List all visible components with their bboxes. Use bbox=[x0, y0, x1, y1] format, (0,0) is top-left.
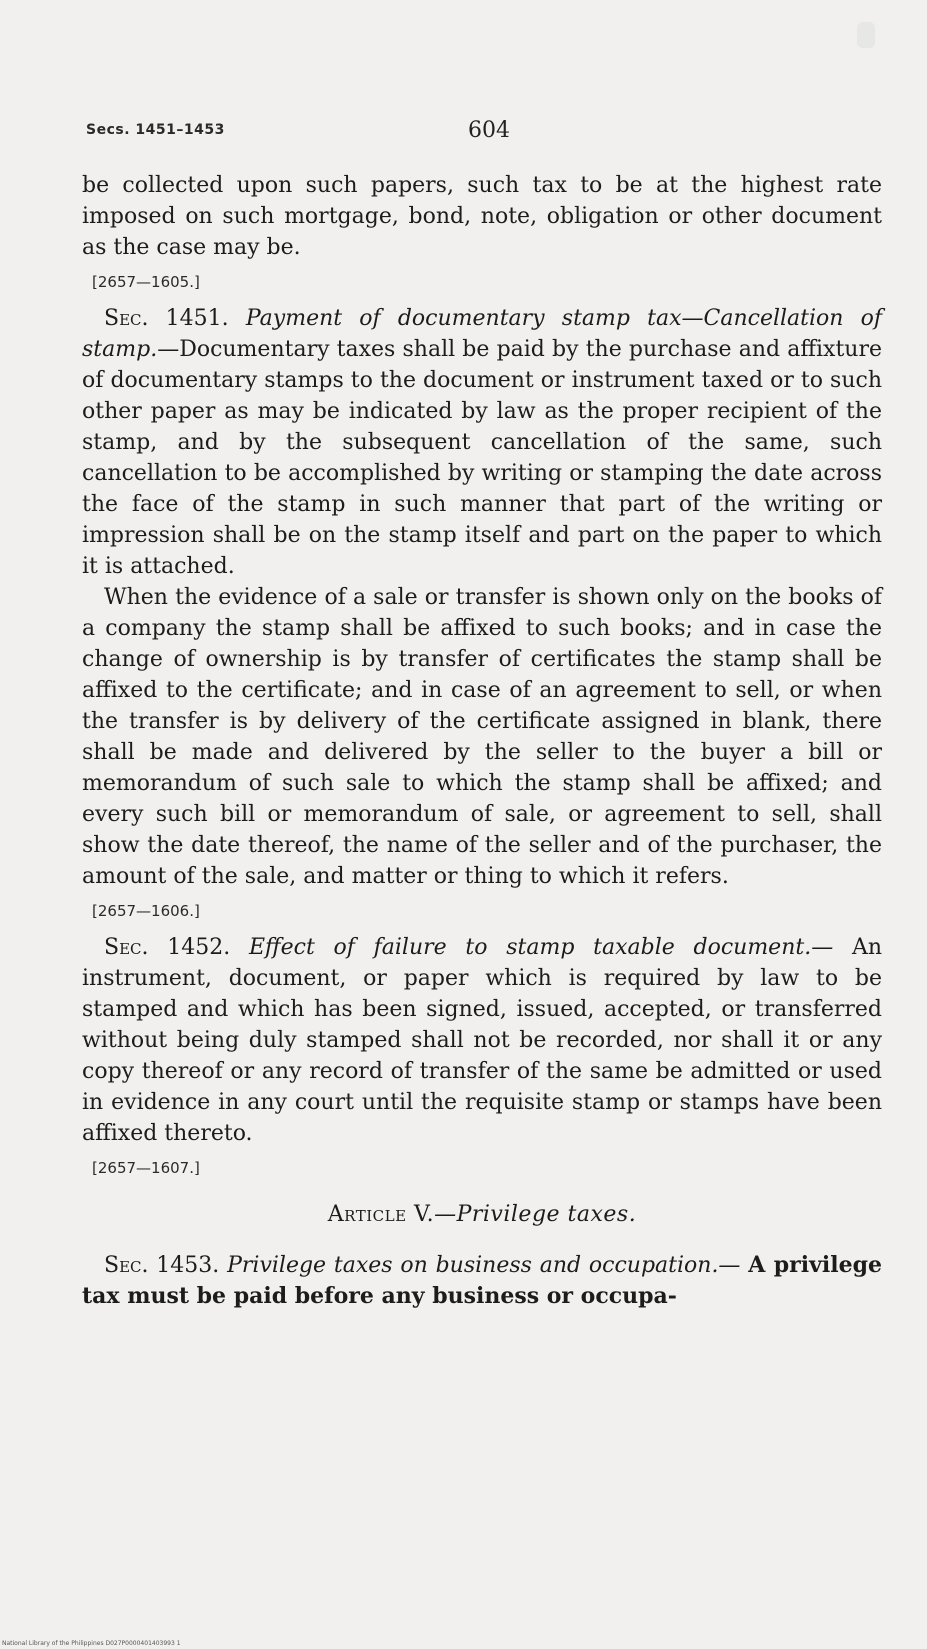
section-range: Secs. 1451–1453 bbox=[86, 122, 225, 138]
page-body bbox=[82, 170, 882, 1312]
article-title: —Privilege taxes. bbox=[434, 1202, 637, 1227]
section-title: Payment of documentary stamp tax—Cancellation of stamp. bbox=[82, 306, 883, 362]
section-1453 bbox=[82, 1250, 882, 1312]
citation: [2657—1605.] bbox=[92, 273, 200, 291]
section-label: Sec. 1452. bbox=[104, 935, 231, 960]
section-1451 bbox=[82, 303, 882, 582]
section-title: Effect of failure to stamp taxable document.— bbox=[248, 935, 834, 960]
article-heading bbox=[82, 1199, 882, 1230]
section-label: Sec. 1451. bbox=[104, 306, 229, 331]
running-head bbox=[86, 118, 886, 148]
section-text: —Documentary taxes shall be paid by the purchase and affixture of documentary stamps to the document or instrument taxed or to such other paper as may be indicated by law as the proper recipient of the stamp, and by the subsequent cancellation of the same, such cancellation to be accomplished by writing or stamping the date across the face of the stamp in such manner that part of the writing or impression shall be on the stamp itself and part on the paper to which it is attached. bbox=[82, 337, 882, 579]
citation: [2657—1606.] bbox=[92, 902, 200, 920]
scan-smudge bbox=[857, 22, 875, 48]
citation: [2657—1607.] bbox=[92, 1159, 200, 1177]
section-title: Privilege taxes on business and occupation.— bbox=[227, 1253, 741, 1278]
page-number: 604 bbox=[468, 118, 510, 143]
section-1451-paragraph-2: When the evidence of a sale or transfer is shown only on the books of a company the stamp shall be affixed to such books; and in case the change of ownership is by transfer of certificates the stamp shall be affixed to the certificate; and in case of an agreement to sell, or when the transfer is by delivery of the certificate assigned in blank, there shall be made and delivered by the seller to the buyer a bill or memorandum of such sale to which the stamp shall be affixed; and every such bill or memorandum of sale, or agreement to sell, shall show the date thereof, the name of the seller and of the purchaser, the amount of the sale, and matter or thing to which it refers. bbox=[82, 585, 882, 889]
section-text: A privilege tax must be paid before any business or occupa- bbox=[82, 1252, 882, 1309]
scan-footer-note: National Library of the Philippines D027P0000401403993 1 bbox=[2, 1640, 181, 1647]
section-text: An instrument, document, or paper which is required by law to be stamped and which has been signed, issued, accepted, or transferred without being duly stamped shall not be recorded, nor shall it or any copy thereof or any record of transfer of the same be admitted or used in evidence in any court until the requisite stamp or stamps have been affixed thereto. bbox=[82, 935, 882, 1146]
section-1452 bbox=[82, 932, 882, 1149]
continuation-paragraph: be collected upon such papers, such tax to be at the highest rate imposed on such mortgage, bond, note, obligation or other document as the case may be. bbox=[82, 173, 882, 260]
article-label: Article V. bbox=[327, 1202, 435, 1227]
section-label: Sec. 1453. bbox=[104, 1253, 220, 1278]
